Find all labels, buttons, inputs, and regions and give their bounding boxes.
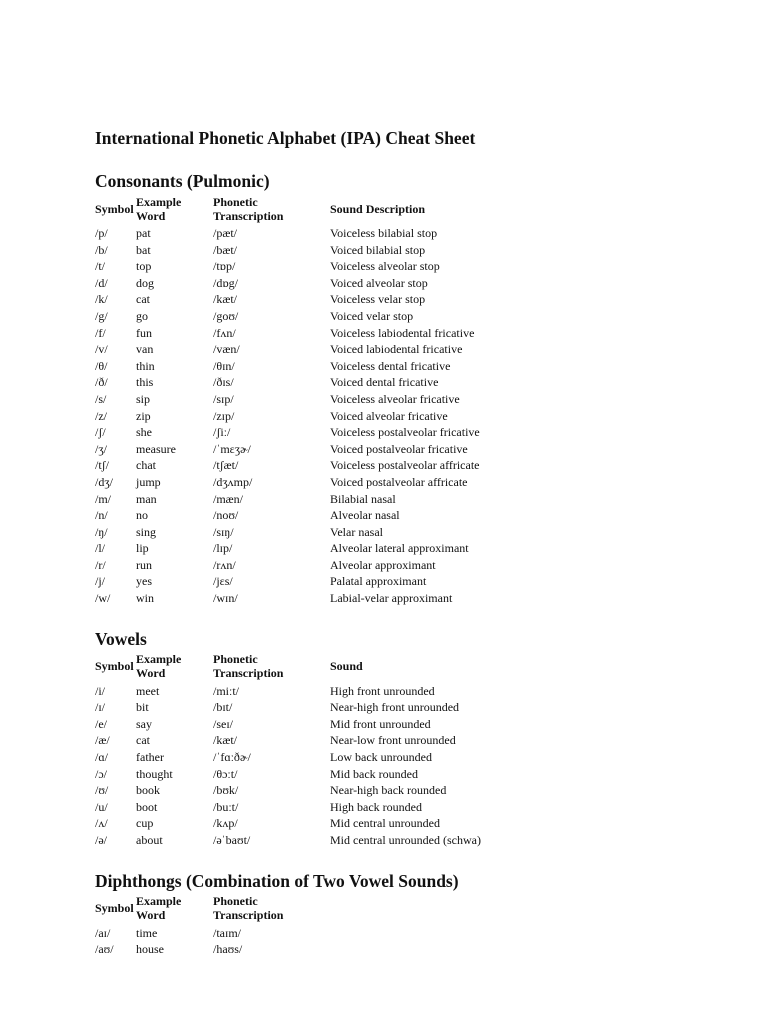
cell-example-word: about [136,833,163,847]
cell-symbol: /tʃ/ [95,458,109,473]
cell-symbol: /l/ [95,541,106,556]
cell-sound-description: Voiceless alveolar stop [330,259,440,274]
cell-phonetic-transcription: /kæt/ [213,292,238,307]
cell-symbol: /ð/ [95,375,108,390]
cell-symbol: /t/ [95,259,106,274]
cell-phonetic-transcription: /ʃiː/ [213,425,231,440]
cell-symbol: /ʃ/ [95,425,106,440]
table-row [95,799,630,816]
cell-sound-description: Mid central unrounded [330,816,440,831]
cell-phonetic-transcription: /mæn/ [213,491,244,506]
cell-phonetic-transcription: /kʌp/ [213,816,238,831]
cell-example-word: yes [136,574,152,589]
cell-sound-description: Voiceless alveolar fricative [330,391,460,406]
cell-symbol: /ʒ/ [95,441,107,456]
consonants-section [95,171,715,607]
cell-example-word: bat [136,242,151,257]
cell-phonetic-transcription: /pæt/ [213,226,238,240]
cell-symbol: /ɪ/ [95,700,106,715]
cell-phonetic-transcription: /bæt/ [213,242,238,257]
cell-sound-description: Palatal approximant [330,574,427,589]
diphthongs-header-row [95,894,330,925]
cell-phonetic-transcription: /bɪt/ [213,700,233,715]
cell-symbol: /i/ [95,683,106,698]
header-phonetic-transcription: Phonetic Transcription [213,194,284,223]
table-row [95,341,630,358]
cell-example-word: thin [136,358,155,373]
cell-symbol: /m/ [95,491,112,506]
cell-sound-description: Voiced postalveolar affricate [330,474,468,489]
diphthongs-section [95,871,715,958]
cell-example-word: win [136,591,154,606]
cell-sound-description: Alveolar lateral approximant [330,541,469,556]
cell-phonetic-transcription: /jɛs/ [213,574,233,589]
cell-example-word: go [136,308,148,323]
cell-sound-description: Voiceless bilabial stop [330,226,438,240]
cell-phonetic-transcription: /buːt/ [213,799,239,814]
cell-phonetic-transcription: /noʊ/ [213,508,239,523]
table-row [95,275,630,292]
header-example-word: Example Word [136,652,182,681]
cell-symbol: /v/ [95,342,108,357]
table-row [95,308,630,325]
cell-symbol: /θ/ [95,358,108,373]
cell-example-word: zip [136,408,151,423]
cell-example-word: van [136,342,154,357]
cell-sound-description: Alveolar approximant [330,557,436,572]
cell-sound-description: Voiced alveolar stop [330,275,428,290]
cell-symbol: /j/ [95,574,106,589]
cell-example-word: cat [136,292,150,307]
cell-symbol: /g/ [95,308,108,323]
header-example-word: Example Word [136,194,182,223]
diphthongs-heading: Diphthongs (Combination of Two Vowel Sounds) [95,870,459,891]
table-row [95,524,630,541]
table-row [95,766,630,783]
cell-sound-description: Voiced dental fricative [330,375,439,390]
cell-example-word: run [136,557,152,572]
table-row [95,590,630,607]
cell-phonetic-transcription: /væn/ [213,342,240,357]
cell-symbol: /r/ [95,557,106,572]
cell-sound-description: Voiced velar stop [330,308,414,323]
table-row [95,557,630,574]
table-row [95,491,630,508]
header-symbol: Symbol [95,659,134,674]
header-symbol: Symbol [95,201,134,216]
cell-symbol: /s/ [95,391,107,406]
cell-symbol: /e/ [95,716,107,731]
table-row [95,374,630,391]
cell-sound-description: Voiceless labiodental fricative [330,325,475,340]
cell-sound-description: Voiced bilabial stop [330,242,426,257]
cell-phonetic-transcription: /tʃæt/ [213,458,239,473]
table-row [95,408,630,425]
table-row [95,474,630,491]
cell-sound-description: Voiced alveolar fricative [330,408,448,423]
cell-symbol: /ʌ/ [95,816,108,831]
table-row [95,507,630,524]
cell-phonetic-transcription: /zɪp/ [213,408,235,423]
header-phonetic-transcription: Phonetic Transcription [213,894,284,923]
cell-phonetic-transcription: /dɒg/ [213,275,238,290]
cheat-sheet-page [95,128,715,958]
cell-sound-description: Voiceless postalveolar affricate [330,458,480,473]
cell-symbol: /f/ [95,325,106,340]
consonants-table [95,194,630,607]
table-row [95,391,630,408]
table-row [95,815,630,832]
cell-phonetic-transcription: /kæt/ [213,733,238,748]
cell-phonetic-transcription: /bʊk/ [213,783,239,798]
cell-example-word: boot [136,799,158,814]
cell-sound-description: Mid front unrounded [330,716,431,731]
table-row [95,782,630,799]
cell-example-word: this [136,375,154,390]
cell-example-word: man [136,491,157,506]
cell-example-word: time [136,925,158,940]
cell-sound-description: Near-high front unrounded [330,700,460,715]
table-row [95,441,630,458]
cell-phonetic-transcription: /seɪ/ [213,716,233,731]
cell-symbol: /d/ [95,275,108,290]
cell-phonetic-transcription: /wɪn/ [213,591,238,606]
cell-phonetic-transcription: /sɪp/ [213,391,234,406]
vowels-table [95,652,630,849]
table-row [95,242,630,259]
cell-symbol: /u/ [95,799,108,814]
cell-example-word: thought [136,766,173,781]
cell-symbol: /n/ [95,508,108,523]
cell-symbol: /ʊ/ [95,783,109,798]
cell-example-word: jump [136,474,161,489]
cell-example-word: cat [136,733,150,748]
cell-example-word: no [136,508,148,523]
table-row [95,699,630,716]
cell-example-word: sing [136,524,157,539]
cell-sound-description: Voiceless dental fricative [330,358,451,373]
cell-sound-description: Near-low front unrounded [330,733,456,748]
diphthongs-table [95,894,330,958]
cell-example-word: book [136,783,160,798]
cell-sound-description: Mid central unrounded (schwa) [330,833,481,847]
cell-example-word: chat [136,458,156,473]
cell-sound-description: Near-high back rounded [330,783,447,798]
consonants-header-row [95,194,630,225]
cell-sound-description: Labial-velar approximant [330,591,453,606]
cell-sound-description: Low back unrounded [330,750,432,765]
cell-symbol: /dʒ/ [95,474,113,489]
cell-example-word: lip [136,541,149,556]
cell-phonetic-transcription: /fʌn/ [213,325,236,340]
table-row [95,716,630,733]
cell-example-word: sip [136,391,151,406]
table-row [95,358,630,375]
cell-symbol: /ɔ/ [95,766,107,781]
table-row [95,683,630,700]
cell-phonetic-transcription: /ðɪs/ [213,375,234,390]
vowels-section [95,629,715,849]
cell-phonetic-transcription: /əˈbaʊt/ [213,833,251,847]
cell-example-word: measure [136,441,176,456]
cell-example-word: house [136,942,164,957]
cell-phonetic-transcription: /tɒp/ [213,259,236,274]
cell-phonetic-transcription: /haʊs/ [213,942,243,957]
cell-phonetic-transcription: /dʒʌmp/ [213,474,253,489]
table-row [95,941,330,958]
cell-phonetic-transcription: /ˈmɛʒɚ/ [213,441,251,456]
table-row [95,424,630,441]
cell-example-word: pat [136,226,151,240]
cell-sound-description: Voiced postalveolar fricative [330,441,468,456]
table-row [95,832,630,849]
table-row [95,573,630,590]
cell-phonetic-transcription: /rʌn/ [213,557,236,572]
cell-sound-description: Mid back rounded [330,766,418,781]
cell-sound-description: High front unrounded [330,683,435,698]
cell-phonetic-transcription: /sɪŋ/ [213,524,234,539]
cell-sound-description: Voiced labiodental fricative [330,342,463,357]
cell-example-word: top [136,259,152,274]
table-row [95,258,630,275]
cell-sound-description: Bilabial nasal [330,491,396,506]
cell-phonetic-transcription: /θɪn/ [213,358,235,373]
cell-phonetic-transcription: /miːt/ [213,683,240,698]
cell-symbol: /k/ [95,292,108,307]
consonants-heading: Consonants (Pulmonic) [95,171,270,191]
table-row [95,749,630,766]
cell-symbol: /w/ [95,591,111,606]
vowels-header-row [95,652,630,683]
header-sound-description: Sound Description [330,201,426,216]
table-row [95,457,630,474]
cell-example-word: say [136,716,152,731]
cell-phonetic-transcription: /taɪm/ [213,925,241,940]
cell-symbol: /aʊ/ [95,942,114,957]
cell-symbol: /ŋ/ [95,524,108,539]
cell-example-word: dog [136,275,154,290]
cell-sound-description: High back rounded [330,799,422,814]
cell-example-word: cup [136,816,154,831]
cell-example-word: father [136,750,164,765]
header-sound: Sound [330,659,363,674]
table-row [95,225,630,242]
cell-symbol: /ɑ/ [95,750,108,765]
cell-sound-description: Alveolar nasal [330,508,400,523]
cell-phonetic-transcription: /lɪp/ [213,541,233,556]
table-row [95,540,630,557]
cell-example-word: bit [136,700,149,715]
diphthongs-body [95,925,330,958]
cell-sound-description: Voiceless postalveolar fricative [330,425,480,440]
table-row [95,325,630,342]
cell-symbol: /z/ [95,408,107,423]
cell-phonetic-transcription: /θɔːt/ [213,766,238,781]
vowels-heading: Vowels [95,628,147,649]
table-row [95,925,330,942]
header-example-word: Example Word [136,894,182,923]
table-row [95,291,630,308]
vowels-body [95,683,630,849]
cell-symbol: /p/ [95,226,108,240]
page-title: International Phonetic Alphabet (IPA) Cheat Sheet [95,128,476,148]
cell-symbol: /æ/ [95,733,110,748]
cell-phonetic-transcription: /ˈfɑːðɚ/ [213,750,251,765]
cell-example-word: fun [136,325,152,340]
header-phonetic-transcription: Phonetic Transcription [213,652,284,681]
cell-sound-description: Voiceless velar stop [330,292,426,307]
cell-sound-description: Velar nasal [330,524,383,539]
cell-symbol: /b/ [95,242,108,257]
cell-symbol: /aɪ/ [95,925,111,940]
cell-example-word: she [136,425,152,440]
cell-phonetic-transcription: /goʊ/ [213,308,239,323]
cell-symbol: /ə/ [95,833,107,847]
consonants-body [95,225,630,607]
cell-example-word: meet [136,683,160,698]
header-symbol: Symbol [95,901,134,916]
table-row [95,732,630,749]
